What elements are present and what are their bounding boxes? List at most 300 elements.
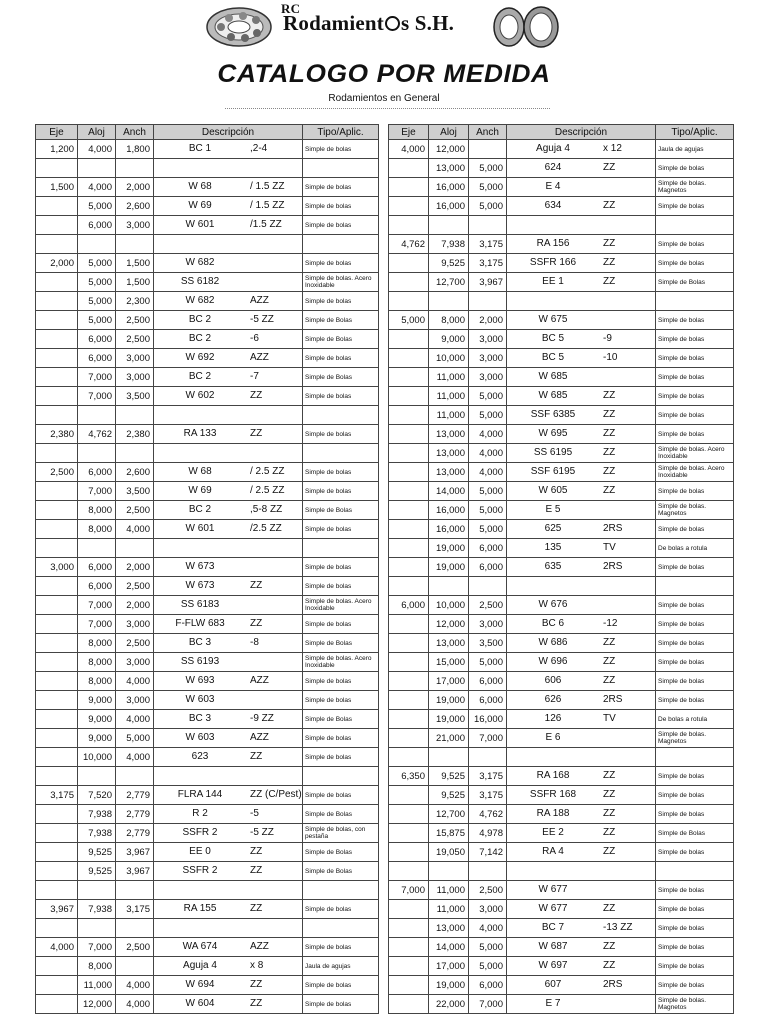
eje-cell bbox=[389, 463, 429, 482]
model-code: SS 6193 bbox=[180, 656, 220, 667]
anch-cell bbox=[116, 767, 154, 786]
descripcion-cell bbox=[507, 748, 656, 767]
tipo-cell: Simple de bolas bbox=[303, 976, 379, 995]
anch-cell: 5,000 bbox=[469, 957, 507, 976]
model-code: 606 bbox=[544, 675, 562, 686]
model-code: RA 133 bbox=[183, 428, 217, 439]
eje-cell bbox=[36, 767, 78, 786]
descripcion-cell bbox=[154, 197, 303, 216]
table-row bbox=[36, 786, 379, 805]
aloj-cell bbox=[78, 919, 116, 938]
descripcion-cell bbox=[154, 577, 303, 596]
aloj-cell: 12,700 bbox=[429, 273, 469, 292]
descripcion-cell bbox=[154, 900, 303, 919]
aloj-cell: 4,000 bbox=[78, 140, 116, 159]
descripcion-cell bbox=[507, 330, 656, 349]
aloj-cell: 12,000 bbox=[78, 995, 116, 1014]
anch-cell: 3,175 bbox=[469, 767, 507, 786]
anch-cell: 2,500 bbox=[469, 881, 507, 900]
aloj-cell: 11,000 bbox=[429, 406, 469, 425]
model-code: W 69 bbox=[188, 485, 212, 496]
tipo-cell: Simple de bolas bbox=[303, 178, 379, 197]
aloj-cell: 6,000 bbox=[78, 349, 116, 368]
tipo-cell: Simple de bolas bbox=[303, 900, 379, 919]
tipo-cell: Simple de Bolas bbox=[656, 273, 734, 292]
model-code: W 673 bbox=[185, 580, 215, 591]
table-row bbox=[36, 843, 379, 862]
eje-cell bbox=[389, 691, 429, 710]
model-suffix: AZZ bbox=[250, 352, 269, 363]
anch-cell bbox=[469, 216, 507, 235]
descripcion-cell bbox=[507, 501, 656, 520]
aloj-cell: 8,000 bbox=[78, 634, 116, 653]
catalog-table-left bbox=[35, 124, 379, 1014]
aloj-cell: 6,000 bbox=[78, 330, 116, 349]
table-row bbox=[36, 919, 379, 938]
aloj-cell: 8,000 bbox=[78, 957, 116, 976]
descripcion-cell bbox=[154, 539, 303, 558]
aloj-cell bbox=[78, 406, 116, 425]
anch-cell: 3,000 bbox=[116, 615, 154, 634]
aloj-cell: 9,525 bbox=[78, 843, 116, 862]
model-code: W 694 bbox=[185, 979, 215, 990]
eje-cell bbox=[389, 425, 429, 444]
descripcion-cell bbox=[154, 767, 303, 786]
anch-cell: 7,000 bbox=[469, 995, 507, 1014]
descripcion-cell bbox=[507, 406, 656, 425]
model-code: W 675 bbox=[538, 314, 568, 325]
eje-cell: 3,967 bbox=[36, 900, 78, 919]
tipo-cell: Simple de Bolas bbox=[303, 805, 379, 824]
eje-cell bbox=[389, 729, 429, 748]
catalog-table-right bbox=[388, 124, 734, 1014]
model-suffix: ZZ bbox=[603, 390, 616, 401]
model-code: RA 188 bbox=[536, 808, 570, 819]
descripcion-cell bbox=[154, 824, 303, 843]
anch-cell: 5,000 bbox=[469, 159, 507, 178]
anch-cell: 4,000 bbox=[469, 919, 507, 938]
descripcion-cell bbox=[154, 653, 303, 672]
table-row bbox=[36, 976, 379, 995]
tipo-cell: Simple de bolas bbox=[303, 520, 379, 539]
model-suffix: ZZ bbox=[603, 428, 616, 439]
aloj-cell: 8,000 bbox=[78, 672, 116, 691]
model-code: W 676 bbox=[538, 599, 568, 610]
eje-cell bbox=[389, 672, 429, 691]
anch-cell: 2,000 bbox=[116, 178, 154, 197]
aloj-cell: 8,000 bbox=[78, 501, 116, 520]
anch-cell: 3,000 bbox=[469, 349, 507, 368]
model-suffix: -9 bbox=[603, 333, 612, 344]
table-row bbox=[36, 140, 379, 159]
eje-cell bbox=[389, 197, 429, 216]
column-header: Anch bbox=[469, 125, 507, 140]
tipo-cell: Simple de bolas bbox=[656, 691, 734, 710]
model-code: 635 bbox=[544, 561, 562, 572]
aloj-cell: 19,050 bbox=[429, 843, 469, 862]
anch-cell: 3,967 bbox=[116, 862, 154, 881]
eje-cell bbox=[389, 330, 429, 349]
aloj-cell bbox=[429, 216, 469, 235]
descripcion-cell bbox=[154, 691, 303, 710]
table-row bbox=[389, 995, 734, 1014]
model-suffix: ZZ bbox=[250, 390, 263, 401]
table-row bbox=[36, 615, 379, 634]
table-row bbox=[36, 710, 379, 729]
model-suffix: ZZ bbox=[603, 827, 616, 838]
aloj-cell: 5,000 bbox=[78, 311, 116, 330]
anch-cell: 2,600 bbox=[116, 463, 154, 482]
table-row bbox=[389, 501, 734, 520]
aloj-cell bbox=[78, 235, 116, 254]
aloj-cell: 8,000 bbox=[429, 311, 469, 330]
model-suffix: -5 bbox=[250, 808, 259, 819]
eje-cell bbox=[389, 938, 429, 957]
model-suffix: /1.5 ZZ bbox=[250, 219, 282, 230]
table-row bbox=[389, 406, 734, 425]
anch-cell: 3,500 bbox=[116, 387, 154, 406]
column-header: Anch bbox=[116, 125, 154, 140]
table-row bbox=[389, 235, 734, 254]
tipo-cell: Simple de bolas bbox=[656, 596, 734, 615]
model-suffix: -9 ZZ bbox=[250, 713, 274, 724]
tipo-cell: Simple de bolas bbox=[303, 615, 379, 634]
table-row bbox=[36, 520, 379, 539]
model-code: EE 1 bbox=[542, 276, 564, 287]
aloj-cell: 11,000 bbox=[429, 387, 469, 406]
table-row bbox=[36, 273, 379, 292]
aloj-cell bbox=[78, 881, 116, 900]
eje-cell bbox=[389, 216, 429, 235]
descripcion-cell bbox=[154, 634, 303, 653]
model-code: SSF 6385 bbox=[530, 409, 576, 420]
eje-cell bbox=[36, 235, 78, 254]
table-header-row bbox=[36, 125, 379, 140]
table-row bbox=[389, 254, 734, 273]
model-code: R 2 bbox=[192, 808, 208, 819]
model-code: W 602 bbox=[185, 390, 215, 401]
eje-cell: 5,000 bbox=[389, 311, 429, 330]
tipo-cell: Simple de bolas bbox=[656, 634, 734, 653]
aloj-cell: 17,000 bbox=[429, 957, 469, 976]
model-suffix: x 8 bbox=[250, 960, 264, 971]
anch-cell: 3,500 bbox=[116, 482, 154, 501]
tipo-cell: Simple de bolas bbox=[656, 653, 734, 672]
aloj-cell: 5,000 bbox=[78, 197, 116, 216]
aloj-cell: 15,000 bbox=[429, 653, 469, 672]
descripcion-cell bbox=[507, 900, 656, 919]
model-suffix: x 12 bbox=[603, 143, 622, 154]
aloj-cell: 21,000 bbox=[429, 729, 469, 748]
model-code: Aguja 4 bbox=[536, 143, 570, 154]
aloj-cell: 10,000 bbox=[78, 748, 116, 767]
model-suffix: ZZ bbox=[250, 618, 263, 629]
anch-cell: 1,800 bbox=[116, 140, 154, 159]
model-suffix: ZZ bbox=[603, 200, 616, 211]
model-code: BC 1 bbox=[188, 143, 212, 154]
eje-cell bbox=[36, 539, 78, 558]
eje-cell: 3,000 bbox=[36, 558, 78, 577]
model-code: EE 0 bbox=[189, 846, 211, 857]
table-row bbox=[389, 862, 734, 881]
model-code: E 7 bbox=[545, 998, 561, 1009]
table-row bbox=[389, 368, 734, 387]
table-row bbox=[36, 995, 379, 1014]
model-code: SSFR 168 bbox=[529, 789, 577, 800]
model-suffix: ZZ bbox=[603, 656, 616, 667]
tipo-cell: Simple de bolas. Acero Inoxidable bbox=[656, 463, 734, 482]
tipo-cell: Simple de bolas, con pestaña bbox=[303, 824, 379, 843]
eje-cell bbox=[389, 710, 429, 729]
descripcion-cell bbox=[507, 672, 656, 691]
anch-cell: 4,978 bbox=[469, 824, 507, 843]
anch-cell bbox=[469, 862, 507, 881]
anch-cell: 3,967 bbox=[469, 273, 507, 292]
aloj-cell: 16,000 bbox=[429, 501, 469, 520]
anch-cell: 2,500 bbox=[116, 501, 154, 520]
model-suffix: ZZ bbox=[603, 257, 616, 268]
column-header: Eje bbox=[36, 125, 78, 140]
aloj-cell: 19,000 bbox=[429, 976, 469, 995]
table-row bbox=[36, 463, 379, 482]
tipo-cell: Simple de bolas bbox=[656, 938, 734, 957]
descripcion-cell bbox=[507, 862, 656, 881]
descripcion-cell bbox=[507, 596, 656, 615]
aloj-cell bbox=[78, 767, 116, 786]
aloj-cell: 7,000 bbox=[78, 596, 116, 615]
anch-cell: 2,500 bbox=[116, 330, 154, 349]
model-code: 126 bbox=[544, 713, 562, 724]
table-row bbox=[389, 330, 734, 349]
anch-cell bbox=[469, 748, 507, 767]
table-row bbox=[389, 387, 734, 406]
eje-cell bbox=[389, 862, 429, 881]
eje-cell bbox=[389, 444, 429, 463]
aloj-cell: 16,000 bbox=[429, 520, 469, 539]
table-row bbox=[389, 900, 734, 919]
table-row bbox=[389, 881, 734, 900]
model-suffix: -7 bbox=[250, 371, 259, 382]
model-code: WA 674 bbox=[182, 941, 218, 952]
descripcion-cell bbox=[154, 216, 303, 235]
anch-cell: 3,000 bbox=[116, 691, 154, 710]
aloj-cell: 7,938 bbox=[78, 824, 116, 843]
table-row bbox=[389, 216, 734, 235]
model-code: W 686 bbox=[538, 637, 568, 648]
table-row bbox=[36, 311, 379, 330]
eje-cell bbox=[36, 805, 78, 824]
eje-cell bbox=[36, 672, 78, 691]
model-suffix: ZZ bbox=[603, 846, 616, 857]
aloj-cell: 7,000 bbox=[78, 387, 116, 406]
table-row bbox=[389, 748, 734, 767]
table-row bbox=[389, 197, 734, 216]
descripcion-cell bbox=[507, 938, 656, 957]
model-code: W 69 bbox=[188, 200, 212, 211]
anch-cell: 4,000 bbox=[116, 976, 154, 995]
tipo-cell: Simple de bolas bbox=[656, 786, 734, 805]
eje-cell bbox=[36, 596, 78, 615]
anch-cell: 5,000 bbox=[469, 482, 507, 501]
eje-cell bbox=[389, 539, 429, 558]
descripcion-cell bbox=[154, 463, 303, 482]
anch-cell: 3,000 bbox=[469, 368, 507, 387]
aloj-cell bbox=[429, 292, 469, 311]
tipo-cell: Simple de bolas. Magnetos bbox=[656, 501, 734, 520]
eje-cell: 6,000 bbox=[389, 596, 429, 615]
tipo-cell: Simple de Bolas bbox=[303, 710, 379, 729]
tipo-cell bbox=[303, 919, 379, 938]
anch-cell: 4,000 bbox=[469, 444, 507, 463]
table-row bbox=[36, 862, 379, 881]
anch-cell: 6,000 bbox=[469, 539, 507, 558]
tipo-cell: Simple de bolas bbox=[303, 995, 379, 1014]
model-code: BC 2 bbox=[188, 371, 212, 382]
brand-name: RC Rodamient s S.H. bbox=[281, 1, 455, 35]
table-row bbox=[36, 387, 379, 406]
tipo-cell: Simple de Bolas bbox=[303, 843, 379, 862]
table-row bbox=[36, 254, 379, 273]
aloj-cell bbox=[429, 862, 469, 881]
model-suffix: ZZ bbox=[603, 675, 616, 686]
model-code: SS 6183 bbox=[180, 599, 220, 610]
model-code: F-FLW 683 bbox=[175, 618, 225, 629]
eje-cell bbox=[389, 292, 429, 311]
model-suffix: ZZ bbox=[250, 846, 263, 857]
model-code: SSFR 2 bbox=[182, 865, 218, 876]
tipo-cell: Simple de bolas bbox=[656, 805, 734, 824]
anch-cell: 5,000 bbox=[469, 520, 507, 539]
eje-cell bbox=[389, 406, 429, 425]
aloj-cell: 9,525 bbox=[78, 862, 116, 881]
table-row bbox=[389, 634, 734, 653]
model-code: BC 2 bbox=[188, 504, 212, 515]
model-suffix: ZZ bbox=[250, 751, 263, 762]
anch-cell: 3,175 bbox=[469, 786, 507, 805]
descripcion-cell bbox=[154, 425, 303, 444]
tipo-cell: De bolas a rotula bbox=[656, 710, 734, 729]
model-code: SSF 6195 bbox=[530, 466, 576, 477]
eje-cell bbox=[389, 748, 429, 767]
aloj-cell: 7,000 bbox=[78, 938, 116, 957]
eje-cell bbox=[389, 368, 429, 387]
model-suffix: -6 bbox=[250, 333, 259, 344]
eje-cell bbox=[389, 634, 429, 653]
eje-cell bbox=[389, 615, 429, 634]
model-suffix: ZZ bbox=[250, 998, 263, 1009]
table-row bbox=[389, 520, 734, 539]
eje-cell bbox=[36, 577, 78, 596]
model-suffix: 2RS bbox=[603, 561, 623, 572]
tipo-cell: Simple de Bolas bbox=[303, 368, 379, 387]
aloj-cell: 11,000 bbox=[429, 881, 469, 900]
tipo-cell: Simple de bolas bbox=[303, 729, 379, 748]
descripcion-cell bbox=[507, 957, 656, 976]
model-suffix: AZZ bbox=[250, 732, 269, 743]
anch-cell bbox=[469, 292, 507, 311]
aloj-cell: 13,000 bbox=[429, 444, 469, 463]
eje-cell: 2,000 bbox=[36, 254, 78, 273]
tipo-cell: Simple de bolas bbox=[656, 919, 734, 938]
anch-cell: 5,000 bbox=[116, 729, 154, 748]
model-code: SSFR 2 bbox=[182, 827, 218, 838]
anch-cell: 1,500 bbox=[116, 254, 154, 273]
model-code: 634 bbox=[544, 200, 562, 211]
table-row bbox=[389, 292, 734, 311]
aloj-cell: 5,000 bbox=[78, 254, 116, 273]
model-suffix: ZZ bbox=[603, 276, 616, 287]
tipo-cell: Simple de bolas bbox=[656, 558, 734, 577]
model-suffix: ZZ bbox=[603, 960, 616, 971]
descripcion-cell bbox=[507, 311, 656, 330]
table-row bbox=[36, 938, 379, 957]
aloj-cell: 4,000 bbox=[78, 178, 116, 197]
aloj-cell: 12,000 bbox=[429, 140, 469, 159]
eje-cell: 6,350 bbox=[389, 767, 429, 786]
aloj-cell: 11,000 bbox=[429, 368, 469, 387]
tipo-cell bbox=[303, 539, 379, 558]
anch-cell: 2,779 bbox=[116, 786, 154, 805]
table-header-row bbox=[389, 125, 734, 140]
tipo-cell: Simple de bolas bbox=[656, 482, 734, 501]
descripcion-cell bbox=[154, 482, 303, 501]
anch-cell: 2,300 bbox=[116, 292, 154, 311]
tipo-cell: Simple de bolas. Magnetos bbox=[656, 995, 734, 1014]
aloj-cell: 7,520 bbox=[78, 786, 116, 805]
aloj-cell: 6,000 bbox=[78, 558, 116, 577]
descripcion-cell bbox=[507, 729, 656, 748]
descripcion-cell bbox=[507, 577, 656, 596]
aloj-cell: 9,000 bbox=[429, 330, 469, 349]
aloj-cell: 6,000 bbox=[78, 577, 116, 596]
tipo-cell: Simple de bolas. Magnetos bbox=[656, 729, 734, 748]
tipo-cell: Simple de bolas bbox=[656, 197, 734, 216]
eje-cell bbox=[36, 976, 78, 995]
tipo-cell: Simple de bolas bbox=[656, 976, 734, 995]
model-suffix: ZZ bbox=[250, 903, 263, 914]
descripcion-cell bbox=[507, 216, 656, 235]
tipo-cell: Simple de bolas bbox=[303, 691, 379, 710]
aloj-cell: 11,000 bbox=[78, 976, 116, 995]
eje-cell bbox=[389, 159, 429, 178]
model-suffix: -10 bbox=[603, 352, 618, 363]
anch-cell bbox=[469, 140, 507, 159]
model-code: Aguja 4 bbox=[183, 960, 217, 971]
table-row bbox=[36, 881, 379, 900]
descripcion-cell bbox=[154, 387, 303, 406]
eje-cell bbox=[389, 919, 429, 938]
tipo-cell: Jaula de agujas bbox=[303, 957, 379, 976]
model-suffix: ZZ (C/Pest) bbox=[250, 789, 302, 800]
model-code: W 673 bbox=[185, 561, 215, 572]
descripcion-cell bbox=[154, 330, 303, 349]
table-row bbox=[36, 596, 379, 615]
tipo-cell bbox=[303, 235, 379, 254]
eje-cell bbox=[36, 216, 78, 235]
aloj-cell: 19,000 bbox=[429, 539, 469, 558]
anch-cell: 3,967 bbox=[116, 843, 154, 862]
eje-cell: 2,380 bbox=[36, 425, 78, 444]
model-suffix: ,2-4 bbox=[250, 143, 268, 154]
tipo-cell: Simple de Bolas bbox=[303, 862, 379, 881]
descripcion-cell bbox=[507, 615, 656, 634]
descripcion-cell bbox=[507, 463, 656, 482]
aloj-cell: 6,000 bbox=[78, 216, 116, 235]
model-code: W 692 bbox=[185, 352, 215, 363]
descripcion-cell bbox=[507, 292, 656, 311]
model-code: W 697 bbox=[538, 960, 568, 971]
eje-cell bbox=[389, 824, 429, 843]
